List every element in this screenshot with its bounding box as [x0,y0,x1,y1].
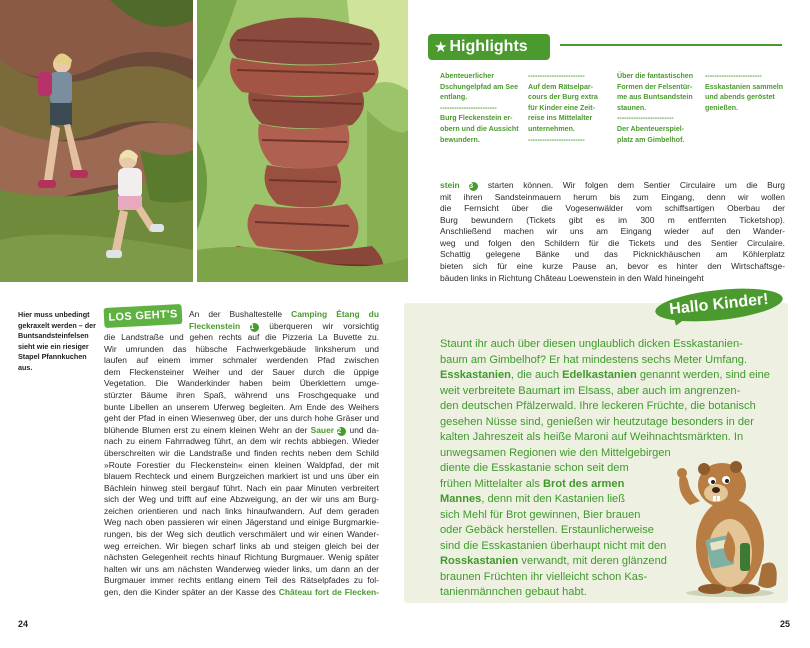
text-run: weg und folgen den Schildern für die Tickets und des Sentier Circulaire. [440,237,785,248]
text-line [104,390,379,402]
text-run: Sauer [310,424,338,435]
text-line [104,448,379,460]
text-run: weg erreichen. Wir biegen scharf links ab und steigen gleich bei der [104,540,379,551]
text-run: Fleckenstein [189,320,251,331]
text-run: Mannes [440,493,482,505]
text-run: Brot des armen [542,477,625,490]
los-gehts-badge: LOS GEHT'S [104,304,183,328]
route-description-text [104,309,379,598]
highlight-line: obern und die Aussicht [440,124,519,133]
text-run: dem Fleckensteiner Weiher und der Sauer durch die üppige [104,366,379,377]
photo-sandstone-rock [197,0,408,282]
text-run: An der Bushaltestelle [189,309,292,319]
highlights-column [440,71,528,145]
text-run: baum am Gimbelhof? Er hat mindestens sechs Meter Umfang. [440,353,748,366]
highlight-separator: ------------------------ [617,114,674,123]
highlights-column [617,71,705,145]
text-run: oder Gebäck herstellen. Erstaunlicherweise [440,524,654,536]
highlight-line: Auf dem Rätselpar- [528,82,594,91]
text-line [104,367,379,379]
text-line [440,337,780,353]
text-run: bieten sich für eine kurze Pause an, bevor es hinter den Wirtschaftsge- [440,261,785,272]
highlight-separator: ------------------------ [528,135,585,144]
caption-line: aus. [18,362,33,372]
text-line [104,564,379,576]
highlight-line: staunen. [617,103,647,112]
highlight-line: Abenteuerlicher [440,72,495,80]
star-icon: ★ [434,39,448,56]
highlight-line: Über die fantastischen [617,72,694,80]
text-run: sich der Weg und trifft auf eine Abzweigung, an der wir uns am Burg- [104,494,379,505]
text-line [104,413,379,425]
text-run: Burg bewundern (Tickets gibt es im 300 m entfernten Ticketshop). [440,214,785,225]
text-run: Camping Étang du [291,309,379,319]
text-run: die Landstraße und gehen rechts auf die Pizzeria La Buvette zu. [104,332,379,343]
text-line [104,483,379,495]
text-run: sich Mehl für Brot gewinnen, Bier brauen [440,508,641,521]
text-line [104,471,379,483]
text-run: weit verbreitete Baumart im Elsass, aber auch im angrenzen- [440,384,741,397]
text-run: nach zu einem Fahrradweg führt, an dem wir rechts abbiegen. Wieder [104,436,379,447]
text-line [104,541,379,553]
text-run: bunte Libellen an unserem Uferweg begleiten. Am Ende des Weihers [104,401,379,412]
text-run: verwandt, mit deren glänzend [518,555,667,567]
caption-line: Hier muss unbedingt [18,310,90,319]
text-run: den deutschen Pfälzerwald. Ihre leckeren Früchte, die botanisch [440,400,756,412]
text-line [104,425,379,437]
highlight-line: cours der Burg extra [528,93,598,102]
text-line [104,332,379,344]
text-line [104,587,379,599]
text-run: braunen Früchten ihr vielleicht schon Kas- [440,570,648,583]
text-run: Wir umrunden das hübsche Fachwerkgebäude linksherum und [104,343,379,354]
text-run: gen, den die Kinder später an der Kasse des [104,586,279,597]
caption-line: Buntsandsteinfelsen [18,331,89,341]
text-run: laufen auf einem immer schmaler werdenden Pfad zwischen [104,355,379,366]
text-run: blühende Blumen erst zu einem kleinen Wehr an der [104,424,311,435]
hallo-kinder-badge: Hallo Kinder! [654,283,784,326]
text-run: sind die Esskastanien überhaupt nicht mit den [440,539,667,552]
text-run: genannt werden, sind eine [636,369,770,381]
highlight-line: und abends geröstet [705,93,775,102]
text-run: rungen, bis der Weg sich deutlich verschmälert und wir einen Wander- [104,528,379,539]
caption-line: Stapel Pfannkuchen [18,352,87,362]
marmot-mascot-illustration [670,445,782,597]
page-number-left: 24 [18,619,29,629]
text-run: »Route Forestier du Fleckenstein« einen kleinen Waldpfad, der mit [104,459,379,470]
text-run: Staunt ihr auch über diesen unglaublich dicken Esskastanien- [440,338,743,350]
text-line [104,460,379,472]
highlight-line: reise ins Mittelalter [528,114,593,123]
highlight-line: Formen der Felsentür- [617,82,693,91]
text-line [104,402,379,414]
highlights-column [528,71,616,145]
highlights-title: Highlights [449,38,528,55]
text-run: halten wir uns am nächsten Wanderweg wieder links, um dann an der [104,563,379,574]
highlight-line: genießen. [705,103,739,112]
highlight-line: Burg Fleckenstein er- [440,114,513,123]
text-run: starten können. Wir folgen dem Sentier Circulaire um die Burg [478,180,785,190]
highlight-line: me aus Buntsandstein [617,93,693,102]
highlight-line: entlang. [440,93,468,102]
highlight-separator: ------------------------ [705,72,762,80]
highlights-column [705,71,793,113]
highlight-separator: ------------------------ [440,103,497,112]
text-line [440,261,785,273]
text-line [440,368,780,384]
text-run: Burgmauer immer rechts entlang einem Teil des Rätselpfades zu fol- [104,575,379,586]
highlight-line: Dschungelpfad am See [440,82,519,91]
photo-climbing-children [0,0,193,282]
text-run: zeichen orientieren und nach links hinaufwandern. Auf dem geraden [104,505,379,516]
highlight-separator: ------------------------ [528,72,585,80]
text-run: blauem Rechteck und einem Burgzeichen markiert ist und uns über ein [104,471,379,482]
text-line [440,384,780,400]
page-number-right: 25 [780,619,791,629]
highlights-divider [560,44,782,46]
text-line [440,215,785,227]
text-run: frühen Mittelalter als [440,477,543,490]
text-line [104,575,379,587]
text-line [440,415,780,431]
text-run: Bächlein hinweg steil bergauf führt. Nach ein paar Minuten verbreitert [104,482,379,493]
text-line [440,180,785,192]
text-run: unwegsamen Regionen wie den Mittelgebirgen [440,446,671,459]
highlight-line: bewundern. [440,135,480,144]
text-run: überschreiten wir die Landstraße und finden rechts neben dem Schild [104,447,379,458]
text-run: Anschließend machen wir uns am Eingang wieder auf den Wander- [440,226,785,237]
text-run: nächsten Gelegenheit rechts hinauf Richtung Burgmauer. Wenig später [104,552,379,563]
text-run: kalten Jahreszeit als heiße Maroni auf Weihnachtsmärkten. In [440,431,744,443]
text-line [104,344,379,356]
text-line [440,353,780,369]
highlight-line: Der Abenteuerspiel- [617,124,685,133]
caption-line: sieht wie ein riesiger [18,341,89,351]
text-run: stürzter Bäume ihren Spaß, während uns Froschgequake und [104,390,379,401]
text-run: Rosskastanien [440,555,519,567]
waypoint-number-badge: 2 [337,427,346,436]
text-line [440,399,780,415]
text-run: Château fort de Flecken- [278,586,379,597]
highlight-line: platz am Gimbelhof. [617,135,685,144]
text-line [440,238,785,250]
text-run: , die auch [510,369,563,381]
text-run: mit ihren Sandsteinmauern herum bis zum Eingang, denn wir wollen [440,191,785,202]
text-line [104,494,379,506]
text-run: Schattig gelegene Bänke und das Picknickhäuschen am Köhlerplatz [440,249,785,260]
text-run: die Fernsicht über die Vogesenwälder vom schiffsartigen Oberbau der [440,203,785,214]
text-line [440,249,785,261]
text-run: tanienmännchen gebaut habt. [440,586,587,598]
text-run: diente die Esskastanie schon seit dem [440,462,629,474]
text-line [104,517,379,529]
text-line [104,506,379,518]
text-line [104,355,379,367]
highlights-header [428,34,550,60]
text-line [104,321,379,333]
caption-line: gekraxelt werden – der [18,320,96,330]
text-line [104,378,379,390]
text-run: stein [440,180,470,190]
highlight-line: unternehmen. [528,124,575,133]
waypoint-number-badge: 3 [469,182,478,191]
text-run: , denn mit den Kastanien ließ [481,493,626,505]
text-run: geht der Pfad in einen Wiesenweg über, der uns durch hohe Gräser und [104,413,379,424]
text-line [440,226,785,238]
highlight-line: Esskastanien sammeln [705,82,784,91]
text-run: Edelkastanien [562,369,637,381]
text-line [440,192,785,204]
text-line [104,529,379,541]
highlight-line: für Kinder eine Zeit- [528,103,596,112]
text-line [440,203,785,215]
text-run: gesehen Nüsse sind, genießen wir heutzutage besonders in der [440,415,754,428]
text-run: Weg nach oben passieren wir einen Jägerstand und einige Burgmarkie- [104,517,379,528]
text-run: bäuden links in Richtung Château Loewenstein in den Wald hineingeht [440,272,704,283]
text-line [104,309,379,321]
text-line [440,273,785,285]
text-line [440,430,780,446]
text-run: Vegetation. Die Wanderkinder haben beim Überklettern umge- [104,378,379,389]
text-run: und da- [346,424,379,435]
text-run: überqueren wir vorsichtig [259,320,380,331]
photo-caption [18,310,104,374]
route-continuation-text [440,180,785,284]
text-run: Esskastanien [440,369,511,381]
waypoint-number-badge: 1 [250,323,259,332]
text-line [104,436,379,448]
text-line [104,552,379,564]
